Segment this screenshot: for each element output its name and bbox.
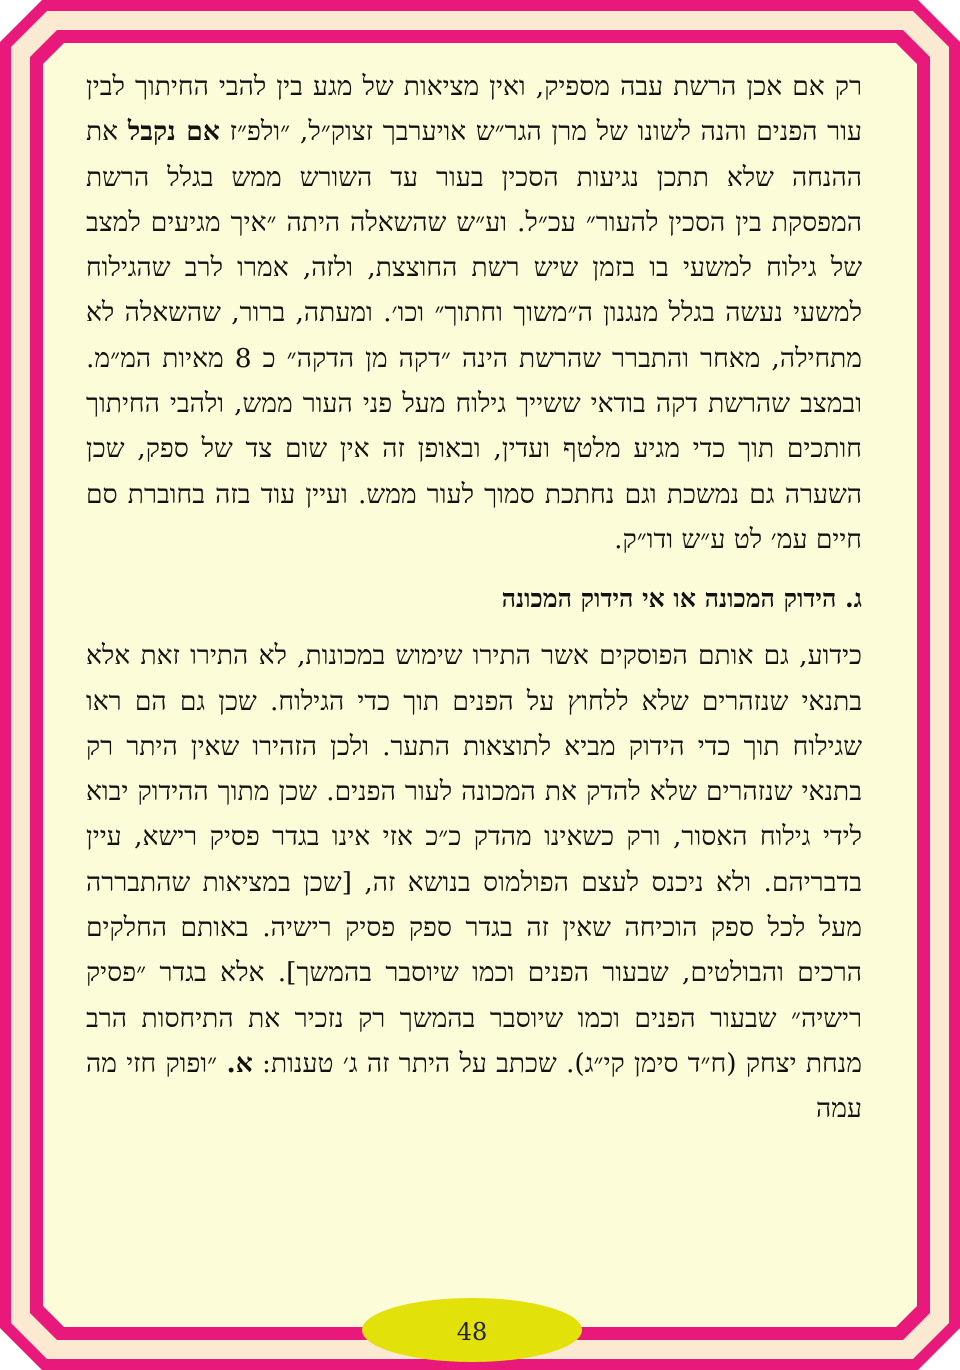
section-heading: ג. הידוק המכונה או אי הידוק המכונה <box>501 584 862 614</box>
p1-line: החיתוך לבין עור הפנים והנה לשונו של מרן הגר״ש אויערבך <box>86 71 862 148</box>
p2-line: בדבריהם. ולא ניכנס לעצם הפולמוס בנושא זה, [שכן במציאות <box>202 866 862 898</box>
p1-line: בו בזמן שיש רשת החוצצת, ולזה, אמרו לרב שהגילוח למשעי <box>86 252 862 329</box>
p2-bold-marker: א. <box>226 1047 253 1079</box>
p1-line: זצוק״ל, ״ולפ״ז <box>229 116 374 148</box>
p1-bold-phrase: אם נקבל <box>127 116 220 148</box>
p1-line: נעשה בגלל מנגנון ה״משוך וחתוך״ וכו׳. ומעתה, ברור, שהשאלה <box>124 297 783 329</box>
paragraph-2 <box>86 633 862 1131</box>
p1-line: רק אם אכן הרשת עבה מספיק, ואין מציאות של מגע בין להבי <box>218 71 862 102</box>
page-body <box>86 64 862 1260</box>
p2-line: את המכונה לעור הפנים. שכן מתוך ההידוק יבוא לידי גילוח <box>86 776 862 853</box>
p1-line: נחתכת סמוך לעור ממש. ועיין עוד בזה בחוברת סם חיים עמ׳ לט <box>86 478 862 555</box>
p1-line: בעור עד השורש ממש בגלל הרשת המפסקת בין הסכין להעור״ <box>86 161 862 238</box>
p2-line: האסור, ורק כשאינו מהדק כ״כ אזי אינו בגדר פסיק רישא, עיין <box>86 821 748 853</box>
p2-line: הגילוח. שכן גם הם ראו שגילוח תוך כדי הידוק מביא לתוצאות <box>86 685 862 762</box>
p2-line: התירו זאת אלא בתנאי שנזהרים שלא ללחוץ על הפנים תוך כדי <box>86 640 862 717</box>
p2-line: שיוסבר בהמשך רק נזכיר את התיחסות הרב מנחת יצחק (ח״ד <box>86 1002 862 1079</box>
p1-line: העור ממש, ולהבי החיתוך חותכים תוך כדי מגיע מלטף ועדין, <box>86 388 862 465</box>
p1-line: ע״ש ודו״ק. <box>614 523 726 555</box>
p2-line: שיוסבר בהמשך]. אלא בגדר ״פסיק רישיה״ שבעור הפנים וכמו <box>86 957 862 1034</box>
paragraph-1 <box>86 64 862 562</box>
p2-line: כידוע, גם אותם הפוסקים אשר התירו שימוש במכונות, לא <box>258 640 862 672</box>
p1-line: את ההנחה שלא תתכן נגיעות הסכין <box>86 116 862 193</box>
p2-line: שהתבררה מעל לכל ספק הוכיחה שאין זה בגדר ספק פסיק <box>86 866 862 944</box>
p1-line: ובאופן זה אין שום צד של ספק, שכן השערה גם נמשכת וגם <box>86 433 862 510</box>
p2-line: סימן קי״ג). שכתב על היתר זה ג׳ טענות: <box>262 1047 679 1079</box>
p2-line: התער. ולכן הזהירו שאין היתר רק בתנאי שנזהרים שלא להדק <box>86 730 862 808</box>
p2-line: ״ופוק חזי מה עמה <box>86 1047 862 1125</box>
page-number: 48 <box>456 1318 488 1346</box>
p1-line: לא מתחילה, מאחר והתברר שהרשת הינה ״דקה מן הדקה״ כ 8 <box>86 297 862 374</box>
p1-line: מאיות המ״מ. ובמצב שהרשת דקה בודאי ששייך גילוח מעל פני <box>86 342 862 420</box>
p2-line: רישיה. באותם החלקים הרכים והבולטים, שבעור הפנים וכמו <box>86 912 862 989</box>
p1-line: עכ״ל. וע״ש שהשאלה היתה ״איך מגיעים למצב של גילוח למשעי <box>86 206 862 284</box>
